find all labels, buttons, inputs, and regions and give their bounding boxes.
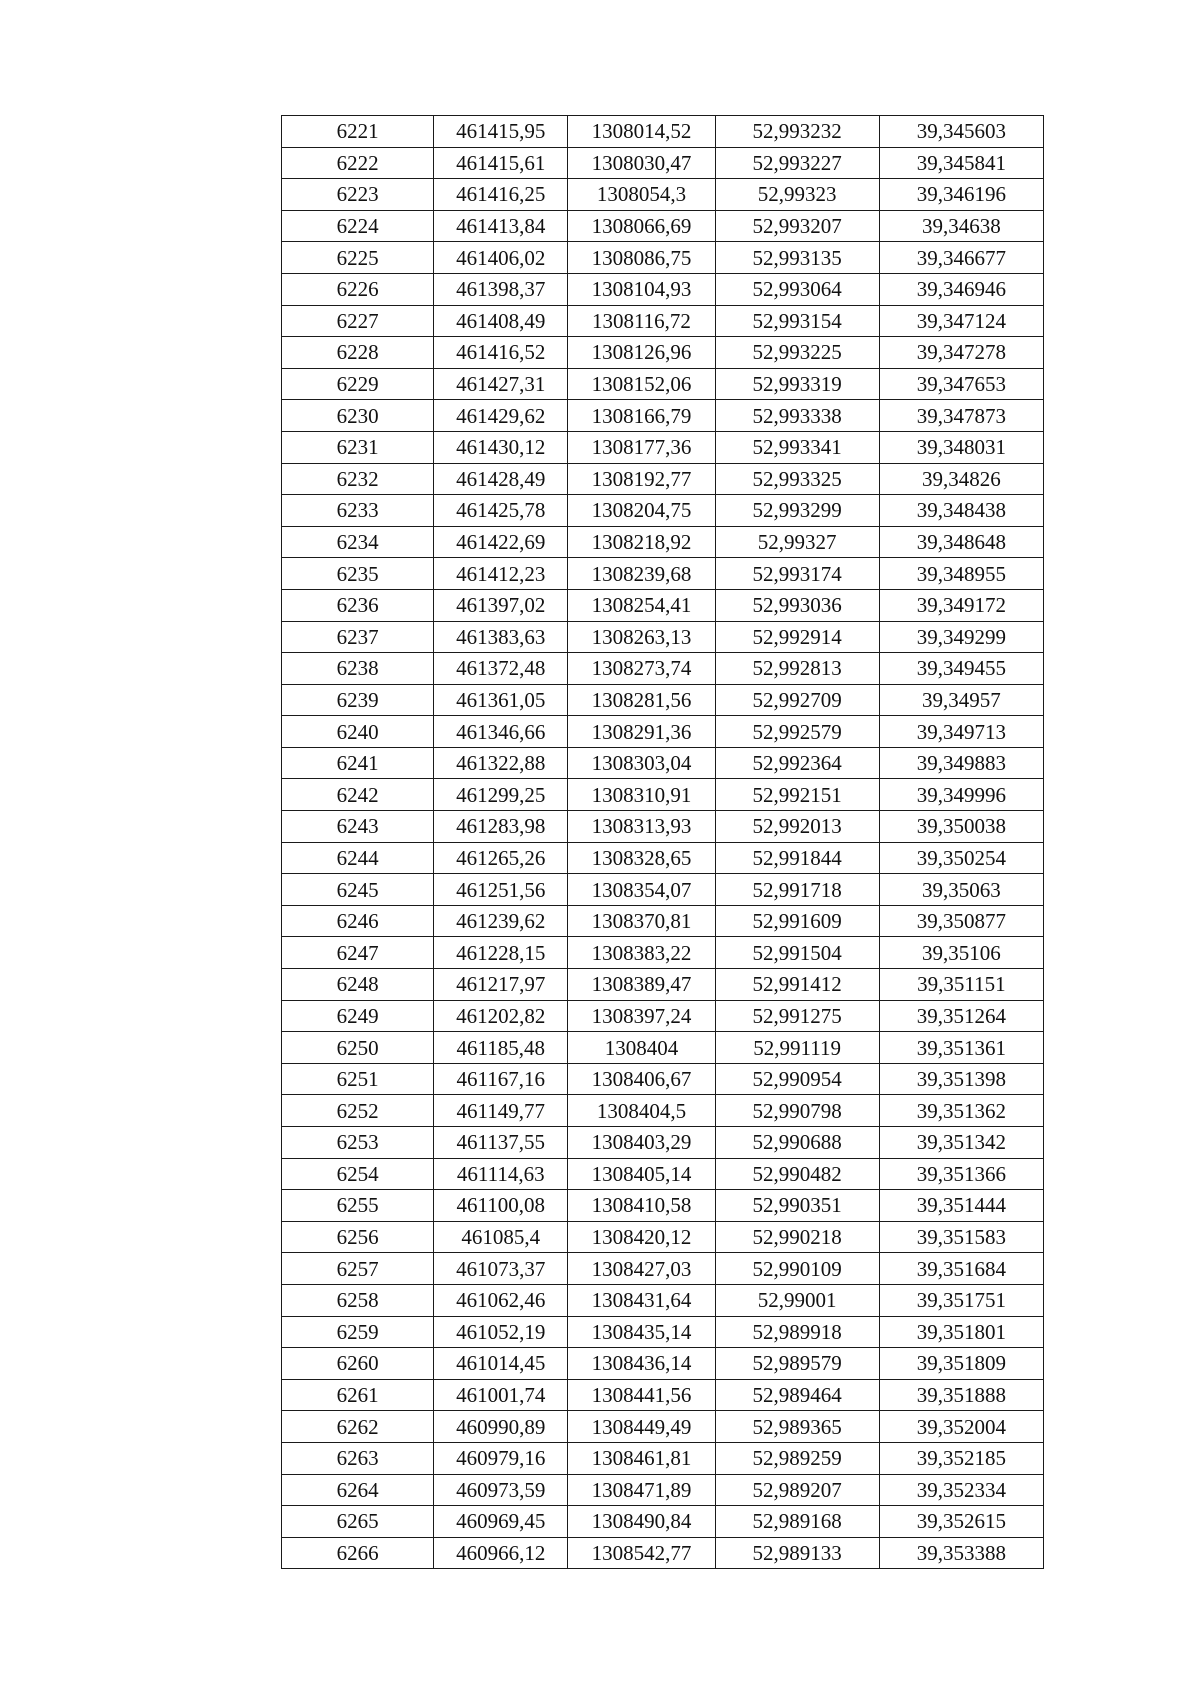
point-number-cell: 6245 — [282, 874, 434, 906]
longitude-cell: 39,353388 — [879, 1537, 1043, 1569]
coordinates-table — [281, 115, 1044, 1569]
longitude-cell: 39,349883 — [879, 747, 1043, 779]
x-coordinate-cell: 461346,66 — [434, 716, 568, 748]
longitude-cell: 39,351583 — [879, 1221, 1043, 1253]
table-row — [282, 1190, 1044, 1222]
x-coordinate-cell: 461073,37 — [434, 1253, 568, 1285]
table-row — [282, 747, 1044, 779]
longitude-cell: 39,351362 — [879, 1095, 1043, 1127]
x-coordinate-cell: 461383,63 — [434, 621, 568, 653]
x-coordinate-cell: 461251,56 — [434, 874, 568, 906]
table-row — [282, 811, 1044, 843]
point-number-cell: 6254 — [282, 1158, 434, 1190]
longitude-cell: 39,350877 — [879, 905, 1043, 937]
latitude-cell: 52,989133 — [715, 1537, 879, 1569]
longitude-cell: 39,352004 — [879, 1411, 1043, 1443]
longitude-cell: 39,347278 — [879, 337, 1043, 369]
longitude-cell: 39,346677 — [879, 242, 1043, 274]
point-number-cell: 6260 — [282, 1348, 434, 1380]
latitude-cell: 52,991844 — [715, 842, 879, 874]
point-number-cell: 6224 — [282, 210, 434, 242]
point-number-cell: 6263 — [282, 1442, 434, 1474]
longitude-cell: 39,351264 — [879, 1000, 1043, 1032]
longitude-cell: 39,352185 — [879, 1442, 1043, 1474]
longitude-cell: 39,351888 — [879, 1379, 1043, 1411]
longitude-cell: 39,34638 — [879, 210, 1043, 242]
latitude-cell: 52,990351 — [715, 1190, 879, 1222]
latitude-cell: 52,991609 — [715, 905, 879, 937]
point-number-cell: 6231 — [282, 431, 434, 463]
latitude-cell: 52,992364 — [715, 747, 879, 779]
latitude-cell: 52,993338 — [715, 400, 879, 432]
point-number-cell: 6262 — [282, 1411, 434, 1443]
longitude-cell: 39,351342 — [879, 1127, 1043, 1159]
longitude-cell: 39,345841 — [879, 147, 1043, 179]
y-coordinate-cell: 1308152,06 — [568, 368, 715, 400]
y-coordinate-cell: 1308397,24 — [568, 1000, 715, 1032]
table-row — [282, 874, 1044, 906]
x-coordinate-cell: 461085,4 — [434, 1221, 568, 1253]
latitude-cell: 52,993319 — [715, 368, 879, 400]
coordinates-table-body — [282, 116, 1044, 1569]
x-coordinate-cell: 461167,16 — [434, 1063, 568, 1095]
x-coordinate-cell: 461137,55 — [434, 1127, 568, 1159]
y-coordinate-cell: 1308192,77 — [568, 463, 715, 495]
latitude-cell: 52,990954 — [715, 1063, 879, 1095]
point-number-cell: 6236 — [282, 589, 434, 621]
y-coordinate-cell: 1308435,14 — [568, 1316, 715, 1348]
y-coordinate-cell: 1308405,14 — [568, 1158, 715, 1190]
y-coordinate-cell: 1308383,22 — [568, 937, 715, 969]
point-number-cell: 6237 — [282, 621, 434, 653]
x-coordinate-cell: 461412,23 — [434, 558, 568, 590]
point-number-cell: 6230 — [282, 400, 434, 432]
table-row — [282, 905, 1044, 937]
x-coordinate-cell: 461228,15 — [434, 937, 568, 969]
latitude-cell: 52,993227 — [715, 147, 879, 179]
latitude-cell: 52,992709 — [715, 684, 879, 716]
longitude-cell: 39,348648 — [879, 526, 1043, 558]
x-coordinate-cell: 461427,31 — [434, 368, 568, 400]
longitude-cell: 39,351809 — [879, 1348, 1043, 1380]
table-row — [282, 558, 1044, 590]
y-coordinate-cell: 1308471,89 — [568, 1474, 715, 1506]
longitude-cell: 39,349713 — [879, 716, 1043, 748]
x-coordinate-cell: 461416,25 — [434, 179, 568, 211]
table-row — [282, 779, 1044, 811]
latitude-cell: 52,992579 — [715, 716, 879, 748]
point-number-cell: 6225 — [282, 242, 434, 274]
table-row — [282, 179, 1044, 211]
latitude-cell: 52,993207 — [715, 210, 879, 242]
latitude-cell: 52,993154 — [715, 305, 879, 337]
table-row — [282, 653, 1044, 685]
table-row — [282, 1284, 1044, 1316]
table-row — [282, 589, 1044, 621]
latitude-cell: 52,99001 — [715, 1284, 879, 1316]
table-row — [282, 1000, 1044, 1032]
latitude-cell: 52,990218 — [715, 1221, 879, 1253]
point-number-cell: 6227 — [282, 305, 434, 337]
point-number-cell: 6226 — [282, 273, 434, 305]
x-coordinate-cell: 461185,48 — [434, 1032, 568, 1064]
table-row — [282, 842, 1044, 874]
y-coordinate-cell: 1308354,07 — [568, 874, 715, 906]
longitude-cell: 39,348031 — [879, 431, 1043, 463]
x-coordinate-cell: 460979,16 — [434, 1442, 568, 1474]
latitude-cell: 52,990798 — [715, 1095, 879, 1127]
longitude-cell: 39,351751 — [879, 1284, 1043, 1316]
latitude-cell: 52,990688 — [715, 1127, 879, 1159]
x-coordinate-cell: 461239,62 — [434, 905, 568, 937]
x-coordinate-cell: 461100,08 — [434, 1190, 568, 1222]
table-row — [282, 1063, 1044, 1095]
latitude-cell: 52,993135 — [715, 242, 879, 274]
point-number-cell: 6265 — [282, 1506, 434, 1538]
y-coordinate-cell: 1308303,04 — [568, 747, 715, 779]
y-coordinate-cell: 1308328,65 — [568, 842, 715, 874]
point-number-cell: 6223 — [282, 179, 434, 211]
table-row — [282, 305, 1044, 337]
y-coordinate-cell: 1308441,56 — [568, 1379, 715, 1411]
y-coordinate-cell: 1308291,36 — [568, 716, 715, 748]
x-coordinate-cell: 461430,12 — [434, 431, 568, 463]
point-number-cell: 6252 — [282, 1095, 434, 1127]
x-coordinate-cell: 461422,69 — [434, 526, 568, 558]
point-number-cell: 6258 — [282, 1284, 434, 1316]
longitude-cell: 39,351361 — [879, 1032, 1043, 1064]
longitude-cell: 39,349172 — [879, 589, 1043, 621]
latitude-cell: 52,990482 — [715, 1158, 879, 1190]
point-number-cell: 6253 — [282, 1127, 434, 1159]
x-coordinate-cell: 461428,49 — [434, 463, 568, 495]
longitude-cell: 39,349299 — [879, 621, 1043, 653]
x-coordinate-cell: 461398,37 — [434, 273, 568, 305]
longitude-cell: 39,350254 — [879, 842, 1043, 874]
latitude-cell: 52,99327 — [715, 526, 879, 558]
latitude-cell: 52,989365 — [715, 1411, 879, 1443]
latitude-cell: 52,993325 — [715, 463, 879, 495]
table-row — [282, 1095, 1044, 1127]
table-row — [282, 1253, 1044, 1285]
point-number-cell: 6238 — [282, 653, 434, 685]
latitude-cell: 52,993064 — [715, 273, 879, 305]
y-coordinate-cell: 1308116,72 — [568, 305, 715, 337]
y-coordinate-cell: 1308420,12 — [568, 1221, 715, 1253]
x-coordinate-cell: 461415,95 — [434, 116, 568, 148]
point-number-cell: 6242 — [282, 779, 434, 811]
y-coordinate-cell: 1308054,3 — [568, 179, 715, 211]
latitude-cell: 52,991119 — [715, 1032, 879, 1064]
point-number-cell: 6246 — [282, 905, 434, 937]
longitude-cell: 39,34957 — [879, 684, 1043, 716]
latitude-cell: 52,989259 — [715, 1442, 879, 1474]
table-row — [282, 1127, 1044, 1159]
x-coordinate-cell: 461425,78 — [434, 495, 568, 527]
point-number-cell: 6241 — [282, 747, 434, 779]
table-row — [282, 495, 1044, 527]
y-coordinate-cell: 1308204,75 — [568, 495, 715, 527]
x-coordinate-cell: 461052,19 — [434, 1316, 568, 1348]
point-number-cell: 6259 — [282, 1316, 434, 1348]
longitude-cell: 39,35106 — [879, 937, 1043, 969]
longitude-cell: 39,35063 — [879, 874, 1043, 906]
y-coordinate-cell: 1308030,47 — [568, 147, 715, 179]
table-row — [282, 147, 1044, 179]
point-number-cell: 6264 — [282, 1474, 434, 1506]
longitude-cell: 39,352615 — [879, 1506, 1043, 1538]
longitude-cell: 39,351444 — [879, 1190, 1043, 1222]
latitude-cell: 52,989464 — [715, 1379, 879, 1411]
point-number-cell: 6240 — [282, 716, 434, 748]
x-coordinate-cell: 461001,74 — [434, 1379, 568, 1411]
latitude-cell: 52,989579 — [715, 1348, 879, 1380]
longitude-cell: 39,352334 — [879, 1474, 1043, 1506]
y-coordinate-cell: 1308218,92 — [568, 526, 715, 558]
longitude-cell: 39,34826 — [879, 463, 1043, 495]
latitude-cell: 52,993036 — [715, 589, 879, 621]
y-coordinate-cell: 1308281,56 — [568, 684, 715, 716]
table-row — [282, 1032, 1044, 1064]
longitude-cell: 39,351398 — [879, 1063, 1043, 1095]
x-coordinate-cell: 460990,89 — [434, 1411, 568, 1443]
y-coordinate-cell: 1308066,69 — [568, 210, 715, 242]
y-coordinate-cell: 1308014,52 — [568, 116, 715, 148]
table-row — [282, 273, 1044, 305]
table-row — [282, 1474, 1044, 1506]
point-number-cell: 6228 — [282, 337, 434, 369]
table-row — [282, 969, 1044, 1001]
longitude-cell: 39,349455 — [879, 653, 1043, 685]
table-row — [282, 400, 1044, 432]
latitude-cell: 52,991504 — [715, 937, 879, 969]
x-coordinate-cell: 461062,46 — [434, 1284, 568, 1316]
y-coordinate-cell: 1308313,93 — [568, 811, 715, 843]
y-coordinate-cell: 1308310,91 — [568, 779, 715, 811]
y-coordinate-cell: 1308449,49 — [568, 1411, 715, 1443]
y-coordinate-cell: 1308427,03 — [568, 1253, 715, 1285]
x-coordinate-cell: 461416,52 — [434, 337, 568, 369]
table-row — [282, 431, 1044, 463]
table-row — [282, 1348, 1044, 1380]
x-coordinate-cell: 461429,62 — [434, 400, 568, 432]
y-coordinate-cell: 1308403,29 — [568, 1127, 715, 1159]
point-number-cell: 6257 — [282, 1253, 434, 1285]
point-number-cell: 6266 — [282, 1537, 434, 1569]
y-coordinate-cell: 1308490,84 — [568, 1506, 715, 1538]
table-row — [282, 1537, 1044, 1569]
latitude-cell: 52,992813 — [715, 653, 879, 685]
x-coordinate-cell: 461406,02 — [434, 242, 568, 274]
x-coordinate-cell: 460969,45 — [434, 1506, 568, 1538]
y-coordinate-cell: 1308273,74 — [568, 653, 715, 685]
y-coordinate-cell: 1308410,58 — [568, 1190, 715, 1222]
point-number-cell: 6229 — [282, 368, 434, 400]
x-coordinate-cell: 461217,97 — [434, 969, 568, 1001]
table-row — [282, 116, 1044, 148]
table-row — [282, 368, 1044, 400]
longitude-cell: 39,351801 — [879, 1316, 1043, 1348]
x-coordinate-cell: 461415,61 — [434, 147, 568, 179]
table-row — [282, 1316, 1044, 1348]
x-coordinate-cell: 461299,25 — [434, 779, 568, 811]
table-row — [282, 1506, 1044, 1538]
y-coordinate-cell: 1308104,93 — [568, 273, 715, 305]
table-row — [282, 337, 1044, 369]
y-coordinate-cell: 1308431,64 — [568, 1284, 715, 1316]
y-coordinate-cell: 1308436,14 — [568, 1348, 715, 1380]
point-number-cell: 6234 — [282, 526, 434, 558]
x-coordinate-cell: 461408,49 — [434, 305, 568, 337]
y-coordinate-cell: 1308404 — [568, 1032, 715, 1064]
y-coordinate-cell: 1308389,47 — [568, 969, 715, 1001]
point-number-cell: 6239 — [282, 684, 434, 716]
table-row — [282, 1411, 1044, 1443]
y-coordinate-cell: 1308542,77 — [568, 1537, 715, 1569]
table-row — [282, 937, 1044, 969]
table-row — [282, 684, 1044, 716]
table-row — [282, 716, 1044, 748]
x-coordinate-cell: 461114,63 — [434, 1158, 568, 1190]
point-number-cell: 6233 — [282, 495, 434, 527]
x-coordinate-cell: 461322,88 — [434, 747, 568, 779]
longitude-cell: 39,347124 — [879, 305, 1043, 337]
latitude-cell: 52,992013 — [715, 811, 879, 843]
table-row — [282, 1221, 1044, 1253]
y-coordinate-cell: 1308177,36 — [568, 431, 715, 463]
point-number-cell: 6248 — [282, 969, 434, 1001]
point-number-cell: 6244 — [282, 842, 434, 874]
x-coordinate-cell: 461413,84 — [434, 210, 568, 242]
longitude-cell: 39,351684 — [879, 1253, 1043, 1285]
table-row — [282, 1379, 1044, 1411]
table-row — [282, 463, 1044, 495]
y-coordinate-cell: 1308263,13 — [568, 621, 715, 653]
longitude-cell: 39,347873 — [879, 400, 1043, 432]
latitude-cell: 52,991412 — [715, 969, 879, 1001]
latitude-cell: 52,993232 — [715, 116, 879, 148]
x-coordinate-cell: 461397,02 — [434, 589, 568, 621]
point-number-cell: 6232 — [282, 463, 434, 495]
latitude-cell: 52,993299 — [715, 495, 879, 527]
latitude-cell: 52,991275 — [715, 1000, 879, 1032]
y-coordinate-cell: 1308461,81 — [568, 1442, 715, 1474]
x-coordinate-cell: 461372,48 — [434, 653, 568, 685]
point-number-cell: 6235 — [282, 558, 434, 590]
y-coordinate-cell: 1308086,75 — [568, 242, 715, 274]
x-coordinate-cell: 461361,05 — [434, 684, 568, 716]
latitude-cell: 52,990109 — [715, 1253, 879, 1285]
latitude-cell: 52,989168 — [715, 1506, 879, 1538]
longitude-cell: 39,346946 — [879, 273, 1043, 305]
point-number-cell: 6249 — [282, 1000, 434, 1032]
point-number-cell: 6221 — [282, 116, 434, 148]
latitude-cell: 52,993225 — [715, 337, 879, 369]
table-row — [282, 210, 1044, 242]
point-number-cell: 6250 — [282, 1032, 434, 1064]
longitude-cell: 39,348438 — [879, 495, 1043, 527]
longitude-cell: 39,348955 — [879, 558, 1043, 590]
longitude-cell: 39,347653 — [879, 368, 1043, 400]
point-number-cell: 6243 — [282, 811, 434, 843]
longitude-cell: 39,351151 — [879, 969, 1043, 1001]
x-coordinate-cell: 460966,12 — [434, 1537, 568, 1569]
latitude-cell: 52,99323 — [715, 179, 879, 211]
latitude-cell: 52,992151 — [715, 779, 879, 811]
longitude-cell: 39,345603 — [879, 116, 1043, 148]
latitude-cell: 52,992914 — [715, 621, 879, 653]
table-row — [282, 242, 1044, 274]
table-row — [282, 1442, 1044, 1474]
point-number-cell: 6256 — [282, 1221, 434, 1253]
y-coordinate-cell: 1308406,67 — [568, 1063, 715, 1095]
y-coordinate-cell: 1308404,5 — [568, 1095, 715, 1127]
x-coordinate-cell: 461014,45 — [434, 1348, 568, 1380]
longitude-cell: 39,351366 — [879, 1158, 1043, 1190]
latitude-cell: 52,993341 — [715, 431, 879, 463]
longitude-cell: 39,346196 — [879, 179, 1043, 211]
point-number-cell: 6255 — [282, 1190, 434, 1222]
table-row — [282, 1158, 1044, 1190]
point-number-cell: 6251 — [282, 1063, 434, 1095]
y-coordinate-cell: 1308166,79 — [568, 400, 715, 432]
x-coordinate-cell: 461202,82 — [434, 1000, 568, 1032]
latitude-cell: 52,991718 — [715, 874, 879, 906]
x-coordinate-cell: 461283,98 — [434, 811, 568, 843]
point-number-cell: 6222 — [282, 147, 434, 179]
point-number-cell: 6247 — [282, 937, 434, 969]
x-coordinate-cell: 460973,59 — [434, 1474, 568, 1506]
table-row — [282, 621, 1044, 653]
x-coordinate-cell: 461149,77 — [434, 1095, 568, 1127]
y-coordinate-cell: 1308239,68 — [568, 558, 715, 590]
latitude-cell: 52,989207 — [715, 1474, 879, 1506]
longitude-cell: 39,350038 — [879, 811, 1043, 843]
y-coordinate-cell: 1308370,81 — [568, 905, 715, 937]
latitude-cell: 52,989918 — [715, 1316, 879, 1348]
x-coordinate-cell: 461265,26 — [434, 842, 568, 874]
y-coordinate-cell: 1308126,96 — [568, 337, 715, 369]
y-coordinate-cell: 1308254,41 — [568, 589, 715, 621]
longitude-cell: 39,349996 — [879, 779, 1043, 811]
table-row — [282, 526, 1044, 558]
point-number-cell: 6261 — [282, 1379, 434, 1411]
latitude-cell: 52,993174 — [715, 558, 879, 590]
